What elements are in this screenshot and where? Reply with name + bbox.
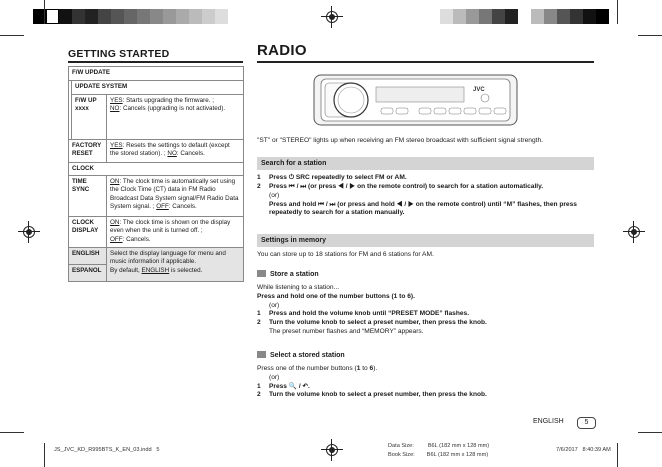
- registration-mark-left-icon: [21, 224, 37, 240]
- time-sync-label: TIME SYNC: [69, 176, 107, 217]
- clock-label: CLOCK: [69, 163, 244, 176]
- settings-memory-heading: Settings in memory: [257, 234, 594, 247]
- footer-filename: JS_JVC_KD_R995BTS_K_EN_03.indd 5: [54, 447, 160, 453]
- language-description: Select the display language for menu and music information if applicable. By default, ENGLISH is selected.: [107, 248, 244, 282]
- settings-table: [68, 66, 244, 282]
- search-step-1: 1 Press ⏻ SRC repeatedly to select FM or AM.: [257, 174, 407, 181]
- registration-mark-bottom-icon: [324, 442, 340, 458]
- crop-mark: [0, 35, 24, 36]
- clock-display-label: CLOCK DISPLAY: [69, 217, 107, 248]
- search-station-heading: Search for a station: [257, 157, 594, 170]
- table-row: [69, 176, 244, 217]
- store-instructions: While listening to a station... Press and hold one of the number buttons (1 to 6). (or) 1 Press and hold the volume knob until “PRESET MODE” flashes. 2 Turn the volume knob to select a preset number, then press the knob. The preset number flashes and “MEMORY” appears.: [257, 284, 487, 336]
- radio-heading: RADIO: [257, 42, 307, 59]
- jvc-logo: JVC: [473, 87, 485, 93]
- heading-rule: [68, 61, 243, 63]
- footer-data-size: Data Size: B6L (182 mm x 128 mm): [388, 443, 490, 449]
- page-number: 5: [577, 417, 596, 429]
- registration-mark-top-icon: [324, 9, 340, 25]
- registration-mark-right-icon: [626, 224, 642, 240]
- clock-display-description: ON: The clock time is shown on the display even when the unit is turned off. ; OFF: Cancels.: [107, 217, 244, 248]
- getting-started-heading: GETTING STARTED: [68, 48, 170, 60]
- crop-mark: [44, 443, 45, 467]
- stereo-intro: "ST" or "STEREO" lights up when receiving an FM stereo broadcast with sufficient signal strength.: [257, 137, 543, 144]
- espanol-label: ESPANOL: [69, 265, 107, 282]
- store-station-heading: Store a station: [257, 270, 319, 278]
- time-sync-description: ON: The clock time is automatically set using the Clock Time (CT) data in FM Radio Broadcast Data System signal/FM Radio Data System signal. ; OFF: Cancels.: [107, 176, 244, 217]
- fw-up-description: YES: Starts upgrading the firmware. ; NO: Cancels (upgrading is not activated).: [107, 95, 244, 140]
- grayscale-bar-right: [440, 9, 609, 24]
- select-station-heading: Select a stored station: [257, 351, 345, 359]
- memory-intro: You can store up to 18 stations for FM and 6 stations for AM.: [257, 251, 434, 258]
- factory-reset-label: FACTORY RESET: [69, 140, 107, 163]
- select-instructions: Press one of the number buttons (1 to 6). (or) 1 Press 🔍 / ↶. 2 Turn the volume knob to select a preset number, then press the knob.: [257, 365, 487, 399]
- crop-mark: [638, 35, 662, 36]
- fw-up-label: F/W UP xxxx: [72, 95, 107, 140]
- crop-mark: [617, 443, 618, 467]
- square-bullet-icon: [257, 270, 266, 277]
- table-row: [69, 140, 244, 163]
- table-row: [69, 217, 244, 248]
- fw-update-label: F/W UPDATE: [69, 67, 244, 81]
- update-system-label: UPDATE SYSTEM: [72, 81, 244, 95]
- table-row: [69, 95, 244, 140]
- factory-reset-description: YES: Resets the settings to default (except the stored station). ; NO: Cancels.: [107, 140, 244, 163]
- table-row: [69, 67, 244, 81]
- crop-mark: [0, 432, 24, 433]
- table-row: [69, 81, 244, 95]
- car-stereo-unit-illustration: [313, 74, 518, 126]
- table-row: [69, 248, 244, 265]
- english-label: ENGLISH: [69, 248, 107, 265]
- table-row: [69, 163, 244, 176]
- crop-mark: [44, 0, 45, 24]
- page-language-label: ENGLISH: [533, 418, 564, 425]
- heading-rule: [257, 61, 594, 63]
- footer-timestamp: 7/6/2017 8:40:39 AM: [556, 447, 611, 453]
- footer-book-size: Book Size: B6L (182 mm x 128 mm): [388, 452, 489, 458]
- crop-mark: [638, 432, 662, 433]
- square-bullet-icon: [257, 351, 266, 358]
- crop-mark: [617, 0, 618, 24]
- search-step-2: 2 Press ⏮ / ⏭ (or press ◀ / ▶ on the remote control) to search for a station automatically. (or) Press and hold ⏮ / ⏭ (or press and hold ◀ / ▶ on the remote control) until “M” flashes, then press repeatedly to search for a station manually.: [257, 183, 577, 217]
- grayscale-bar-left: [33, 9, 228, 24]
